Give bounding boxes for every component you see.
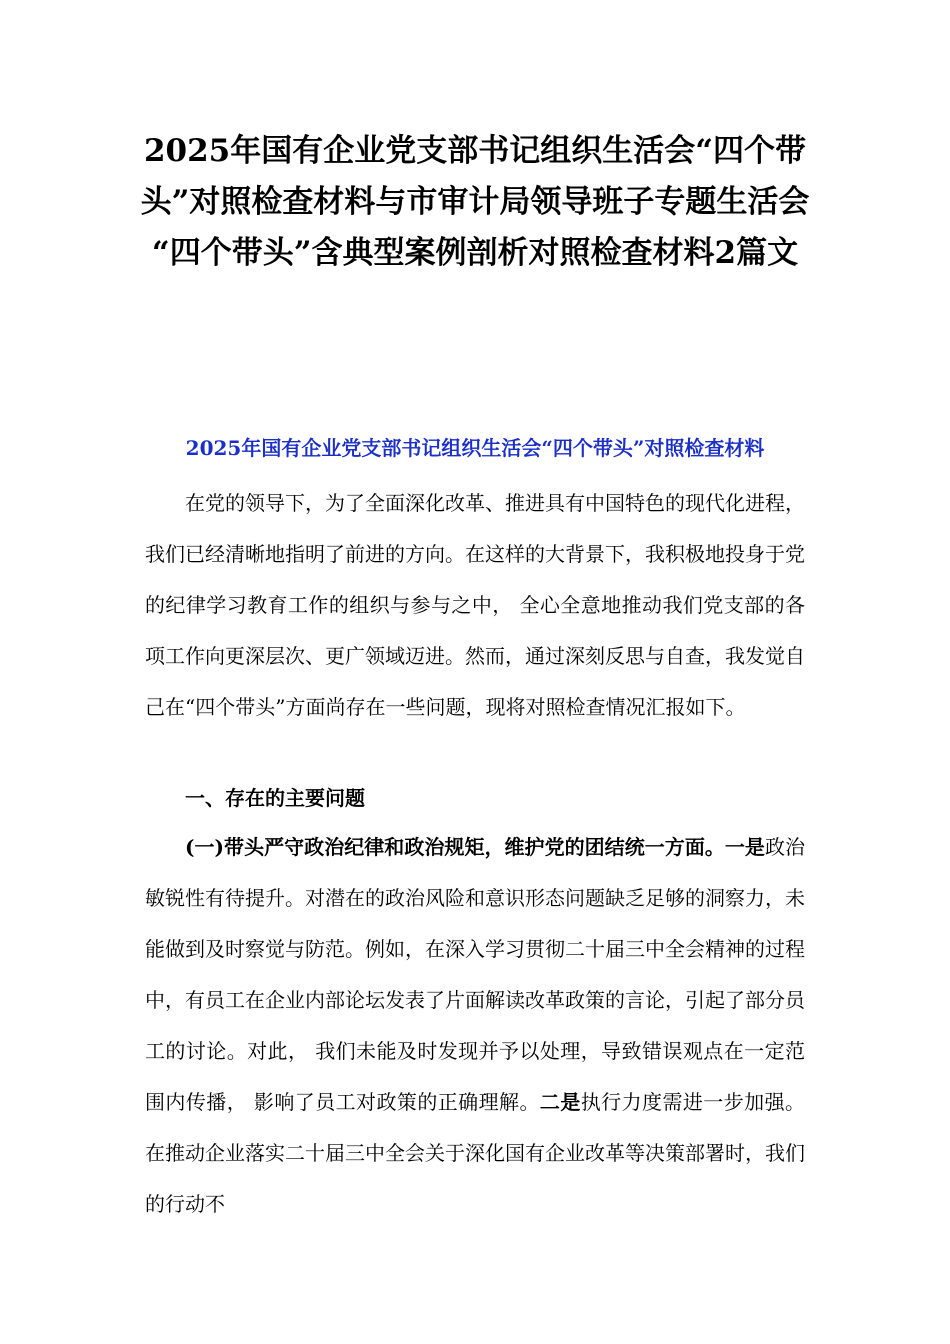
item-1-text-a: 政治敏锐性有待提升。对潜在的政治风险和意识形态问题缺乏足够的洞察力，未能做到及时察觉与防范。例如，在深入学习贯彻二十届三中全会精神的过程中，有员工在企业内部论坛发表了片面解读改革政策的言论，引起了部分员工的讨论。对此， 我们未能及时发现并予以处理，导致错误观点在一定范围内传播， 影响了员工对政策的正确理解。 bbox=[145, 835, 806, 1114]
item-1-text-b: 执行力度需进一步加强。在推动企业落实二十届三中全会关于深化国有企业改革等决策部署时，我们的行动不 bbox=[145, 1090, 806, 1216]
item-1-paragraph bbox=[145, 822, 805, 1230]
item-1-lead: (一)带头严守政治纪律和政治规矩，维护党的团结统一方面。一是 bbox=[185, 835, 765, 859]
heading-main-problems: 一、存在的主要问题 bbox=[185, 786, 365, 810]
document-title bbox=[135, 126, 815, 279]
item-1-mid: 二是 bbox=[539, 1090, 581, 1114]
title-line-2: 头”对照检查材料与市审计局领导班子专题生活会 bbox=[140, 184, 810, 220]
title-line-1: 2025年国有企业党支部书记组织生活会“四个带 bbox=[143, 133, 807, 169]
title-line-3: “四个带头”含典型案例剖析对照检查材料2篇文 bbox=[151, 235, 799, 271]
section-title: 2025年国有企业党支部书记组织生活会“四个带头”对照检查材料 bbox=[185, 436, 765, 460]
intro-paragraph: 在党的领导下，为了全面深化改革、推进具有中国特色的现代化进程，我们已经清晰地指明了前进的方向。在这样的大背景下，我积极地投身于党的纪律学习教育工作的组织与参与之中， 全心全意地推动我们党支部的各项工作向更深层次、更广领域迈进。然而，通过深刻反思与自查，我发觉自己在“四个带头”方面尚存在一些问题，现将对照检查情况汇报如下。 bbox=[145, 491, 805, 719]
